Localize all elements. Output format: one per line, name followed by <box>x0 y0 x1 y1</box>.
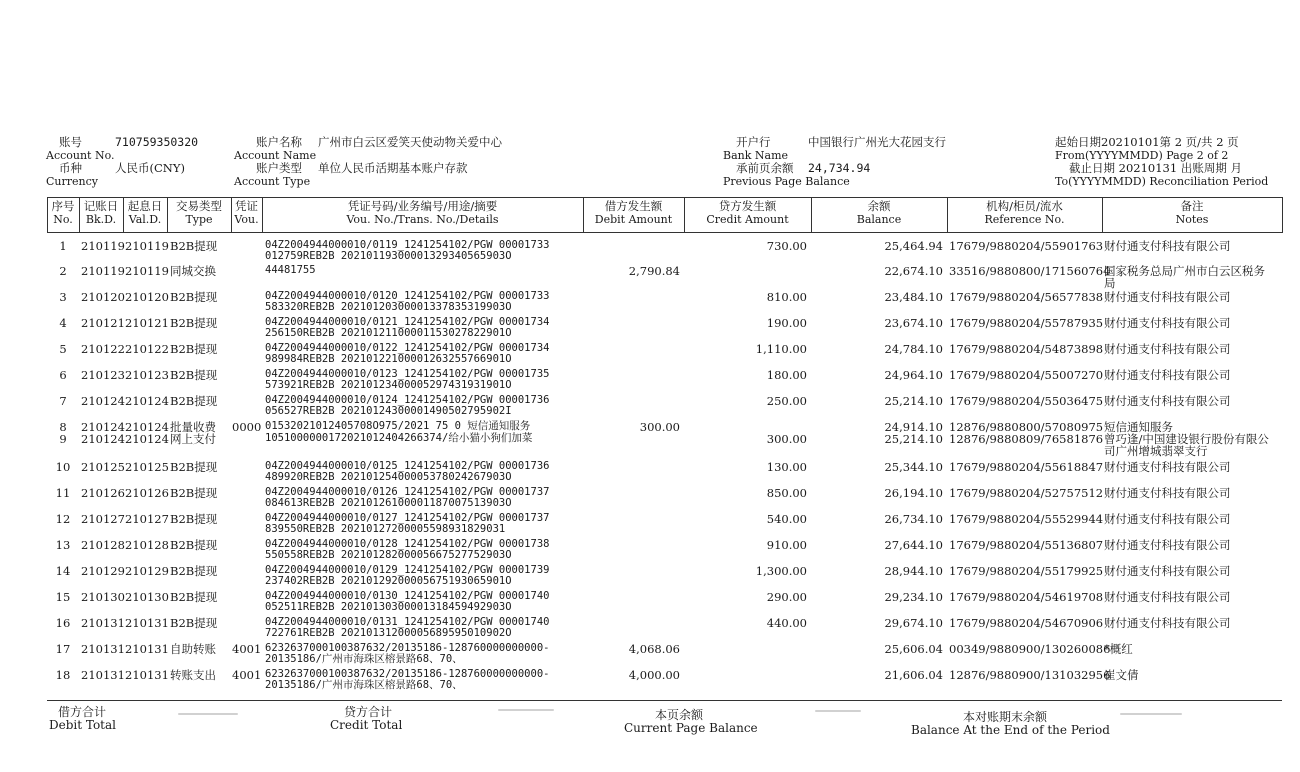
row-detail-line-1: 04Z2004944000010/0122_1241254102/PGW 00001734 <box>265 342 550 354</box>
row-type: B2B提现 <box>170 486 218 500</box>
row-type: 转账支出 <box>170 668 216 682</box>
row-reference-no: 12876/9880900/131032956 <box>949 668 1111 682</box>
row-booking-date: 210119 <box>81 239 125 253</box>
row-value-date: 210131 <box>125 668 169 682</box>
row-no: 15 <box>55 590 71 604</box>
column-header-en: Debit Amount <box>594 213 673 226</box>
row-type: 同城交换 <box>170 264 216 278</box>
row-balance: 28,944.10 <box>884 564 943 578</box>
row-type: 自助转账 <box>170 642 216 656</box>
row-no: 10 <box>55 460 71 474</box>
prev-balance-label-en: Previous Page Balance <box>723 175 850 188</box>
row-value-date: 210125 <box>125 460 169 474</box>
row-detail-line-1: 04Z2004944000010/0120_1241254102/PGW 00001733 <box>265 290 550 302</box>
row-balance: 24,784.10 <box>884 342 943 356</box>
row-debit-amount: 4,068.06 <box>628 642 680 656</box>
row-balance: 24,964.10 <box>884 368 943 382</box>
row-reference-no: 17679/9880204/52757512 <box>949 486 1104 500</box>
row-detail-line-1: 1051000000172021012404266374/给小猫小狗们加菜 <box>265 432 533 444</box>
currency-label-en: Currency <box>46 175 98 188</box>
column-header-en: Bk.D. <box>85 213 117 226</box>
row-balance: 25,214.10 <box>884 394 943 408</box>
row-detail-line-1: 6232637000100387632/20135186-128760000000000- <box>265 642 550 654</box>
row-reference-no: 17679/9880204/54873898 <box>949 342 1104 356</box>
credit-total-label-en: Credit Total <box>330 718 403 732</box>
row-no: 17 <box>55 642 71 656</box>
row-reference-no: 17679/9880204/55007270 <box>949 368 1104 382</box>
column-header-type <box>167 200 231 226</box>
row-booking-date: 210119 <box>81 264 125 278</box>
column-header-debit <box>583 200 684 226</box>
row-voucher: 4001 <box>232 642 262 656</box>
row-type: 批量收费 <box>170 420 216 434</box>
row-type: B2B提现 <box>170 290 218 304</box>
row-booking-date: 210123 <box>81 368 125 382</box>
row-type: B2B提现 <box>170 590 218 604</box>
row-detail-line-1: 04Z2004944000010/0126_1241254102/PGW 00001737 <box>265 486 550 498</box>
row-balance: 21,606.04 <box>884 668 943 682</box>
row-value-date: 210131 <box>125 616 169 630</box>
row-detail-line-1: 6232637000100387632/20135186-128760000000000- <box>265 668 550 680</box>
row-credit-amount: 250.00 <box>766 394 807 408</box>
column-header-cn: 记账日 <box>83 199 119 213</box>
row-voucher: 4001 <box>232 668 262 682</box>
column-header-cn: 余额 <box>867 199 891 213</box>
account-type-label-en: Account Type <box>234 175 311 188</box>
row-booking-date: 210124 <box>81 420 125 434</box>
row-booking-date: 210120 <box>81 290 125 304</box>
row-notes: *概红 <box>1104 642 1133 656</box>
column-header-vou <box>231 200 262 226</box>
row-detail-line-2: 489920REB2B 20210125400005378024267903O <box>265 471 512 483</box>
row-balance: 25,214.10 <box>884 432 943 446</box>
column-header-cn: 凭证 <box>235 199 258 213</box>
end-balance-label-cn: 本对账期末余额 <box>963 710 1048 724</box>
row-booking-date: 210121 <box>81 316 125 330</box>
row-balance: 26,734.10 <box>884 512 943 526</box>
row-balance: 27,644.10 <box>884 538 943 552</box>
row-value-date: 210124 <box>125 432 169 446</box>
prev-balance-value: 24,734.94 <box>808 161 871 175</box>
row-value-date: 210127 <box>125 512 169 526</box>
row-reference-no: 12876/9880800/57080975 <box>949 420 1104 434</box>
row-debit-amount: 4,000.00 <box>628 668 680 682</box>
row-detail-line-2: 012759REB2B 20210119300001329340565903O <box>265 250 512 262</box>
row-notes: 财付通支付科技有限公司 <box>1104 616 1231 630</box>
row-no: 8 <box>59 420 67 434</box>
table-bottom-rule <box>47 700 1282 701</box>
column-header-det <box>262 200 583 226</box>
prev-balance-label-cn: 承前页余额 <box>736 161 794 175</box>
row-booking-date: 210125 <box>81 460 125 474</box>
column-header-en: No. <box>53 213 73 226</box>
row-debit-amount: 2,790.84 <box>628 264 680 278</box>
row-notes: 曾巧逢/中国建设银行股份有限公司广州增城翡翠支行 <box>1104 432 1269 458</box>
row-value-date: 210128 <box>125 538 169 552</box>
row-type: B2B提现 <box>170 368 218 382</box>
row-detail-line-2: 20135186/广州市海珠区榕景路68、70、 <box>265 679 463 691</box>
row-no: 4 <box>59 316 67 330</box>
row-reference-no: 17679/9880204/54670906 <box>949 616 1104 630</box>
page-balance-label-cn: 本页余额 <box>655 708 704 722</box>
column-header-notes <box>1102 200 1282 226</box>
row-value-date: 210129 <box>125 564 169 578</box>
row-notes: 财付通支付科技有限公司 <box>1104 316 1231 330</box>
column-header-en: Val.D. <box>128 213 162 226</box>
row-no: 11 <box>55 486 71 500</box>
account-name-label-en: Account Name <box>234 149 317 162</box>
bank-label-cn: 开户行 <box>736 135 771 149</box>
row-notes: 财付通支付科技有限公司 <box>1104 290 1231 304</box>
transactions-table <box>47 197 1282 701</box>
from-line: From(YYYYMMDD) Page 2 of 2 <box>1055 149 1229 162</box>
row-credit-amount: 540.00 <box>766 512 807 526</box>
row-detail-line-2: 839550REB2B 20210127200005598931829031 <box>265 523 506 535</box>
row-no: 16 <box>55 616 71 630</box>
row-value-date: 210121 <box>125 316 169 330</box>
column-header-val <box>123 200 167 226</box>
row-reference-no: 33516/9880800/171560764 <box>949 264 1111 278</box>
account-type-label-cn: 账户类型 <box>256 161 302 175</box>
column-header-credit <box>684 200 811 226</box>
account-no-label-en: Account No. <box>46 149 115 162</box>
row-detail-line-1: 04Z2004944000010/0130_1241254102/PGW 00001740 <box>265 590 550 602</box>
column-header-bk <box>79 200 123 226</box>
row-reference-no: 00349/9880900/130260086 <box>949 642 1111 656</box>
column-header-en: Reference No. <box>984 213 1065 226</box>
row-detail-line-2: 989984REB2B 20210122100001263255766901O <box>265 353 512 365</box>
row-voucher: 0000 <box>232 420 262 434</box>
account-type-value: 单位人民币活期基本账户存款 <box>318 161 468 175</box>
row-balance: 25,606.04 <box>884 642 943 656</box>
row-credit-amount: 910.00 <box>766 538 807 552</box>
row-balance: 26,194.10 <box>884 486 943 500</box>
column-header-en: Type <box>185 213 213 226</box>
row-detail-line-2: 056527REB2B 20210124300001490502795902I <box>265 405 512 417</box>
row-detail-line-2: 550558REB2B 20210128200005667527752903O <box>265 549 512 561</box>
row-detail-line-2: 20135186/广州市海珠区榕景路68、70、 <box>265 653 463 665</box>
row-detail-line-1: 04Z2004944000010/0131_1241254102/PGW 00001740 <box>265 616 550 628</box>
row-booking-date: 210129 <box>81 564 125 578</box>
row-credit-amount: 730.00 <box>766 239 807 253</box>
row-type: B2B提现 <box>170 564 218 578</box>
row-balance: 29,674.10 <box>884 616 943 630</box>
page-balance-label-en: Current Page Balance <box>624 721 758 735</box>
row-type: B2B提现 <box>170 316 218 330</box>
row-notes: 财付通支付科技有限公司 <box>1104 512 1231 526</box>
row-reference-no: 17679/9880204/55529944 <box>949 512 1104 526</box>
row-notes: 财付通支付科技有限公司 <box>1104 538 1231 552</box>
row-notes: 财付通支付科技有限公司 <box>1104 460 1231 474</box>
row-credit-amount: 1,110.00 <box>755 342 807 356</box>
column-header-cn: 序号 <box>51 199 75 213</box>
column-header-cn: 交易类型 <box>176 199 222 213</box>
row-reference-no: 17679/9880204/55901763 <box>949 239 1104 253</box>
row-credit-amount: 130.00 <box>766 460 807 474</box>
bank-label-en: Bank Name <box>723 149 789 162</box>
row-credit-amount: 440.00 <box>766 616 807 630</box>
row-type: B2B提现 <box>170 538 218 552</box>
currency-value: 人民币(CNY) <box>115 161 185 175</box>
column-header-cn: 借方发生额 <box>604 199 663 213</box>
row-notes: 财付通支付科技有限公司 <box>1104 486 1231 500</box>
row-notes: 财付通支付科技有限公司 <box>1104 239 1231 253</box>
row-no: 12 <box>55 512 71 526</box>
row-type: 网上支付 <box>170 432 216 446</box>
row-booking-date: 210131 <box>81 642 125 656</box>
column-header-en: Vou. <box>234 213 259 226</box>
row-value-date: 210131 <box>125 642 169 656</box>
row-credit-amount: 190.00 <box>766 316 807 330</box>
row-booking-date: 210124 <box>81 432 125 446</box>
debit-total-faded-value <box>178 713 238 715</box>
row-notes: 短信通知服务 <box>1104 420 1173 434</box>
row-balance: 25,464.94 <box>884 239 943 253</box>
account-no-label-cn: 账号 <box>59 135 82 149</box>
row-balance: 29,234.10 <box>884 590 943 604</box>
row-detail-line-2: 256150REB2B 20210121100001153027822901O <box>265 327 512 339</box>
row-notes: 财付通支付科技有限公司 <box>1104 394 1231 408</box>
row-no: 14 <box>55 564 71 578</box>
row-reference-no: 17679/9880204/55787935 <box>949 316 1104 330</box>
column-header-cn: 起息日 <box>127 199 163 213</box>
row-booking-date: 210127 <box>81 512 125 526</box>
row-notes: 崔文倩 <box>1104 668 1139 682</box>
row-booking-date: 210130 <box>81 590 125 604</box>
row-detail-line-2: 722761REB2B 20210131200005689595010902O <box>265 627 512 639</box>
row-value-date: 210119 <box>125 264 169 278</box>
row-notes: 财付通支付科技有限公司 <box>1104 590 1231 604</box>
row-reference-no: 17679/9880204/55136807 <box>949 538 1104 552</box>
row-balance: 24,914.10 <box>884 420 943 434</box>
row-credit-amount: 290.00 <box>766 590 807 604</box>
row-type: B2B提现 <box>170 616 218 630</box>
column-header-en: Credit Amount <box>706 213 789 226</box>
row-notes: 财付通支付科技有限公司 <box>1104 342 1231 356</box>
column-header-no <box>47 200 79 226</box>
credit-total-faded-value <box>498 709 554 711</box>
row-balance: 23,484.10 <box>884 290 943 304</box>
row-no: 3 <box>59 290 67 304</box>
table-top-rule <box>47 197 1282 198</box>
row-balance: 22,674.10 <box>884 264 943 278</box>
debit-total-label-en: Debit Total <box>49 718 116 732</box>
bank-value: 中国银行广州光大花园支行 <box>808 135 946 149</box>
row-debit-amount: 300.00 <box>639 420 680 434</box>
column-divider <box>1282 197 1283 233</box>
row-booking-date: 210128 <box>81 538 125 552</box>
row-value-date: 210119 <box>125 239 169 253</box>
row-value-date: 210126 <box>125 486 169 500</box>
row-booking-date: 210131 <box>81 616 125 630</box>
row-value-date: 210124 <box>125 394 169 408</box>
row-reference-no: 17679/9880204/55618847 <box>949 460 1104 474</box>
row-balance: 25,344.10 <box>884 460 943 474</box>
row-no: 2 <box>59 264 67 278</box>
debit-total-label-cn: 借方合计 <box>58 705 107 719</box>
row-no: 6 <box>59 368 67 382</box>
row-value-date: 210120 <box>125 290 169 304</box>
row-booking-date: 210131 <box>81 668 125 682</box>
row-type: B2B提现 <box>170 394 218 408</box>
credit-total-label-cn: 贷方合计 <box>344 705 393 719</box>
row-credit-amount: 300.00 <box>766 432 807 446</box>
end-balance-label-en: Balance At the End of the Period <box>911 723 1110 737</box>
column-header-en: Vou. No./Trans. No./Details <box>346 213 499 226</box>
row-detail-line-1: 04Z2004944000010/0129_1241254102/PGW 00001739 <box>265 564 550 576</box>
table-header-rule <box>47 232 1282 233</box>
column-header-cn: 凭证号码/业务编号/用途/摘要 <box>347 199 498 213</box>
row-detail-line-2: 052511REB2B 20210130300001318459492903O <box>265 601 512 613</box>
row-booking-date: 210126 <box>81 486 125 500</box>
currency-label-cn: 币种 <box>59 161 82 175</box>
row-notes: 财付通支付科技有限公司 <box>1104 368 1231 382</box>
end-balance-faded-value <box>1120 713 1182 715</box>
account-name-label-cn: 账户名称 <box>256 135 302 149</box>
page-balance-faded-value <box>815 710 861 712</box>
column-header-balance <box>811 200 947 226</box>
row-notes: 财付通支付科技有限公司 <box>1104 564 1231 578</box>
row-detail-line-2: 084613REB2B 20210126100001187007513903O <box>265 497 512 509</box>
row-credit-amount: 180.00 <box>766 368 807 382</box>
row-value-date: 210124 <box>125 420 169 434</box>
row-reference-no: 17679/9880204/55036475 <box>949 394 1104 408</box>
account-name-value: 广州市白云区爱笑天使动物关爱中心 <box>318 135 502 149</box>
row-no: 18 <box>55 668 71 682</box>
row-detail-line-1: 04Z2004944000010/0123_1241254102/PGW 00001735 <box>265 368 550 380</box>
column-header-ref <box>947 200 1102 226</box>
row-detail-line-1: 01532021012405708O975/2021 75 0 短信通知服务 <box>265 420 531 432</box>
row-type: B2B提现 <box>170 239 218 253</box>
row-detail-line-2: 573921REB2B 20210123400005297431931901O <box>265 379 512 391</box>
row-detail-line-1: 04Z2004944000010/0128_1241254102/PGW 00001738 <box>265 538 550 550</box>
row-detail-line-1: 04Z2004944000010/0121_1241254102/PGW 00001734 <box>265 316 550 328</box>
row-credit-amount: 850.00 <box>766 486 807 500</box>
row-value-date: 210123 <box>125 368 169 382</box>
to-line: To(YYYYMMDD) Reconciliation Period <box>1055 175 1269 188</box>
row-no: 13 <box>55 538 71 552</box>
row-no: 7 <box>59 394 67 408</box>
column-header-cn: 备注 <box>1180 199 1204 213</box>
row-value-date: 210122 <box>125 342 169 356</box>
row-balance: 23,674.10 <box>884 316 943 330</box>
row-detail-line-1: 04Z2004944000010/0125_1241254102/PGW 00001736 <box>265 460 550 472</box>
row-detail-line-1: 04Z2004944000010/0124_1241254102/PGW 00001736 <box>265 394 550 406</box>
end-date-line: 截止日期 20210131 出账周期 月 <box>1069 161 1242 175</box>
row-credit-amount: 1,300.00 <box>755 564 807 578</box>
row-no: 5 <box>59 342 67 356</box>
row-booking-date: 210124 <box>81 394 125 408</box>
row-reference-no: 12876/9880809/76581876 <box>949 432 1104 446</box>
row-type: B2B提现 <box>170 460 218 474</box>
row-booking-date: 210122 <box>81 342 125 356</box>
column-header-cn: 贷方发生额 <box>718 199 777 213</box>
row-credit-amount: 810.00 <box>766 290 807 304</box>
column-header-en: Balance <box>856 213 902 226</box>
row-detail-line-2: 583320REB2B 20210120300001337835319903O <box>265 301 512 313</box>
row-detail-line-1: 44481755 <box>265 264 316 276</box>
row-value-date: 210130 <box>125 590 169 604</box>
row-reference-no: 17679/9880204/54619708 <box>949 590 1104 604</box>
row-detail-line-1: 04Z2004944000010/0127_1241254102/PGW 00001737 <box>265 512 550 524</box>
row-notes: 国家税务总局广州市白云区税务局 <box>1104 264 1265 290</box>
row-detail-line-1: 04Z2004944000010/0119_1241254102/PGW 00001733 <box>265 239 550 251</box>
row-reference-no: 17679/9880204/56577838 <box>949 290 1104 304</box>
column-header-en: Notes <box>1175 213 1209 226</box>
row-type: B2B提现 <box>170 342 218 356</box>
row-no: 9 <box>59 432 67 446</box>
row-type: B2B提现 <box>170 512 218 526</box>
start-date-line: 起始日期20210101第 2 页/共 2 页 <box>1055 135 1239 149</box>
column-header-cn: 机构/柜员/流水 <box>986 199 1063 213</box>
row-detail-line-2: 237402REB2B 20210129200005675193065901O <box>265 575 512 587</box>
row-no: 1 <box>59 239 67 253</box>
account-no-value: 710759350320 <box>115 135 199 149</box>
row-reference-no: 17679/9880204/55179925 <box>949 564 1104 578</box>
